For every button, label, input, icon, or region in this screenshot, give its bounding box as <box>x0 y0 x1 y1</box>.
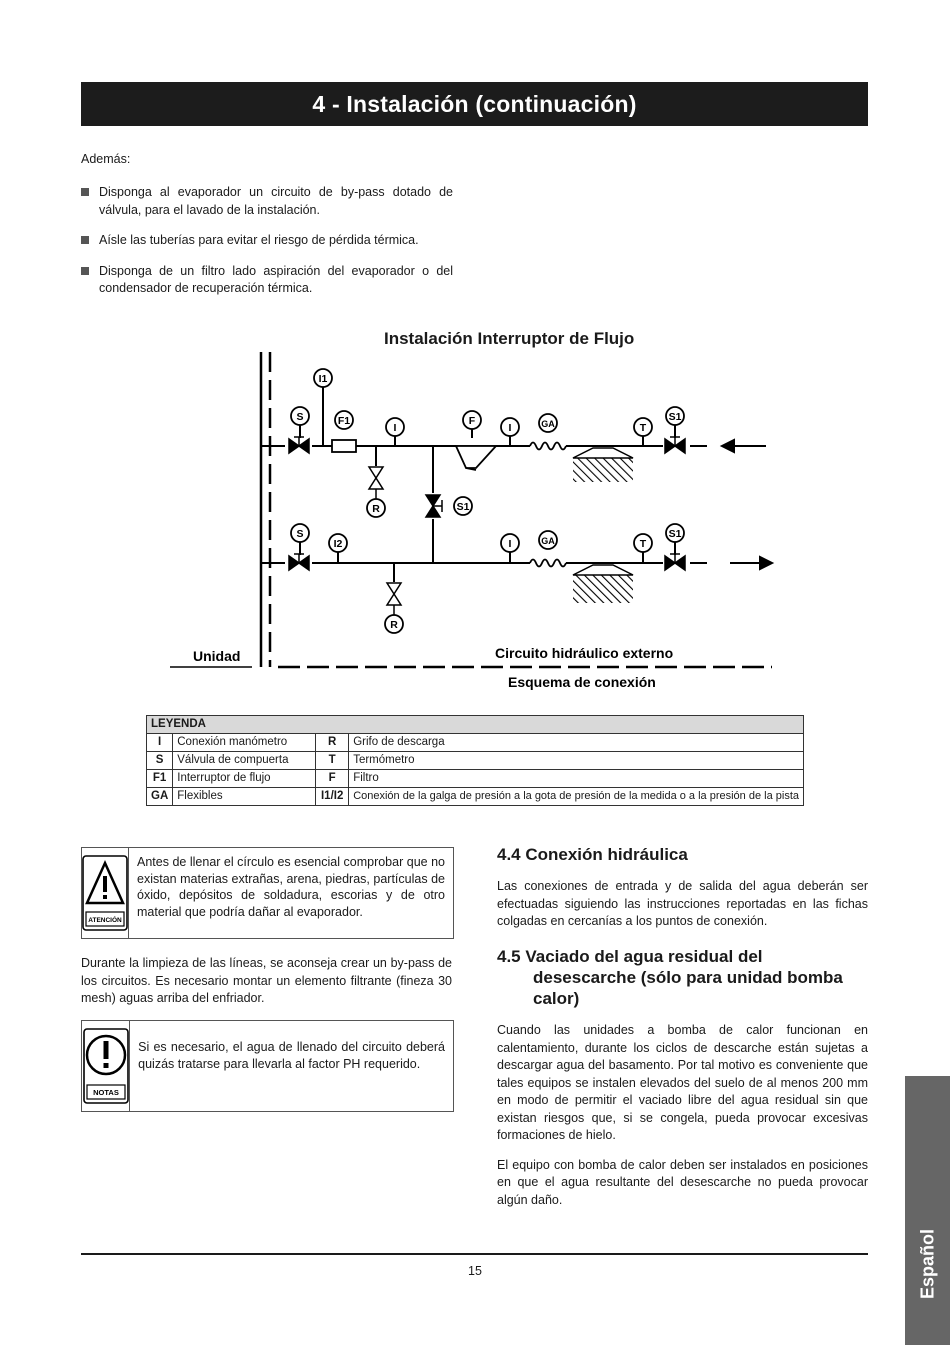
pipe-support-icon <box>573 565 633 603</box>
drain-valve-icon <box>387 583 401 615</box>
square-bullet-icon <box>81 188 89 196</box>
warning-box <box>81 847 454 939</box>
note-icon-label: NOTAS <box>92 1088 119 1097</box>
symbol-s1: S1 <box>668 528 682 540</box>
table-row: I Conexión manómetro R Grifo de descarga <box>147 734 804 752</box>
cleaning-paragraph: Durante la limpieza de las líneas, se aconseja crear un by-pass de los circuitos. Es necesario montar un elemento filtrante (fineza 30 mesh) aguas arriba del enfriador. <box>81 956 452 1005</box>
legend-table <box>146 715 804 806</box>
table-row: F1 Interruptor de flujo F Filtro <box>147 770 804 788</box>
section-heading: 4.4 Conexión hidráulica <box>497 845 688 864</box>
flexible-hose-icon <box>530 560 566 567</box>
list-item: Aísle las tuberías para evitar el riesgo de pérdida térmica. <box>81 232 453 250</box>
legend-title: LEYENDA <box>147 716 804 734</box>
symbol-i1: I1 <box>318 373 328 385</box>
exclamation-note-icon <box>83 1028 129 1104</box>
section-heading: 4.5 Vaciado del agua residual del desescarche (sólo para unidad bomba calor) <box>497 947 843 1008</box>
external-circuit-label: Circuito hidráulico externo <box>495 645 674 661</box>
bullet-list <box>81 184 453 311</box>
drain-valve-icon <box>369 467 383 499</box>
table-row: S Válvula de compuerta T Termómetro <box>147 752 804 770</box>
symbol-s: S <box>296 528 304 540</box>
symbol-ga: GA <box>541 536 555 546</box>
intro-text: Además: <box>81 152 131 166</box>
symbol-t: T <box>639 538 647 550</box>
warning-triangle-icon <box>82 855 128 931</box>
bypass-valve-icon <box>426 495 442 517</box>
pipe-support-icon <box>573 448 633 482</box>
symbol-s: S <box>296 411 304 423</box>
gate-valve-icon <box>289 554 309 570</box>
symbol-r: R <box>390 619 398 631</box>
section-paragraph: Cuando las unidades a bomba de calor funcionan en calentamiento, durante los ciclos de descarche están sujetas a descargar agua del basamento. Por tal motivo es conveniente que tales equipos se instalen elevados del suelo de al menos 200 mm en modo de permitir el vaciado libre del agua residual sin que existan riesgos que, si se congela, pueda provocar excesivas formaciones de hielo. <box>497 1023 868 1142</box>
table-row: GA Flexibles I1/I2 Conexión de la galga de presión a la gota de presión de la medida o a la presión de la pista <box>147 788 804 806</box>
section-4-4 <box>497 844 868 931</box>
gate-valve-icon <box>289 437 309 453</box>
flexible-hose-icon <box>530 443 566 450</box>
gate-valve-icon <box>665 554 685 570</box>
section-paragraph: El equipo con bomba de calor deben ser instalados en posiciones en que el agua resultante del desescarche no pueda provocar algún daño. <box>497 1157 868 1207</box>
section-4-5 <box>497 946 868 1209</box>
warning-text: Antes de llenar el círculo es esencial comprobar que no existan materias extrañas, arena, piedras, partículas de óxido, depósitos de soldadura, escorias y de otro material que podría dañar al evaporador. <box>137 855 445 919</box>
diagram-title: Instalación Interruptor de Flujo <box>384 329 635 348</box>
unit-label: Unidad <box>193 648 241 664</box>
language-tab <box>905 1076 950 1345</box>
symbol-i: I <box>393 422 397 434</box>
list-item: Disponga de un filtro lado aspiración del evaporador o del condensador de recuperación térmica. <box>81 263 453 298</box>
symbol-i: I <box>508 538 512 550</box>
section-paragraph: Las conexiones de entrada y de salida del agua deberán ser efectuadas siguiendo las instrucciones reportadas en las fichas colgadas en cercanías a los puntos de conexión. <box>497 879 868 928</box>
page-title: 4 - Instalación (continuación) <box>312 90 637 117</box>
symbol-ga: GA <box>541 419 555 429</box>
symbol-i2: I2 <box>333 538 343 550</box>
note-text: Si es necesario, el agua de llenado del circuito deberá quizás tratarse para llevarla al factor PH requerido. <box>138 1040 445 1071</box>
scheme-label: Esquema de conexión <box>508 674 656 690</box>
symbol-f: F <box>468 415 476 427</box>
square-bullet-icon <box>81 236 89 244</box>
filter-icon <box>456 446 496 470</box>
symbol-i: I <box>508 422 512 434</box>
section-title-bar <box>81 82 868 126</box>
page-number: 15 <box>468 1264 482 1278</box>
note-box <box>81 1020 454 1112</box>
connection-diagram <box>0 340 950 700</box>
symbol-t: T <box>639 422 647 434</box>
language-tab-label: Español <box>917 1229 937 1300</box>
symbol-f1: F1 <box>337 415 351 427</box>
list-item: Disponga al evaporador un circuito de by-pass dotado de válvula, para el lavado de la instalación. <box>81 184 453 219</box>
symbol-s1: S1 <box>456 501 470 513</box>
symbol-r: R <box>372 503 380 515</box>
flow-switch-icon <box>332 440 356 452</box>
symbol-s1: S1 <box>668 411 682 423</box>
square-bullet-icon <box>81 267 89 275</box>
gate-valve-icon <box>665 437 685 453</box>
warning-icon-label: ATENCIÓN <box>88 917 122 924</box>
footer-rule <box>81 1253 868 1255</box>
